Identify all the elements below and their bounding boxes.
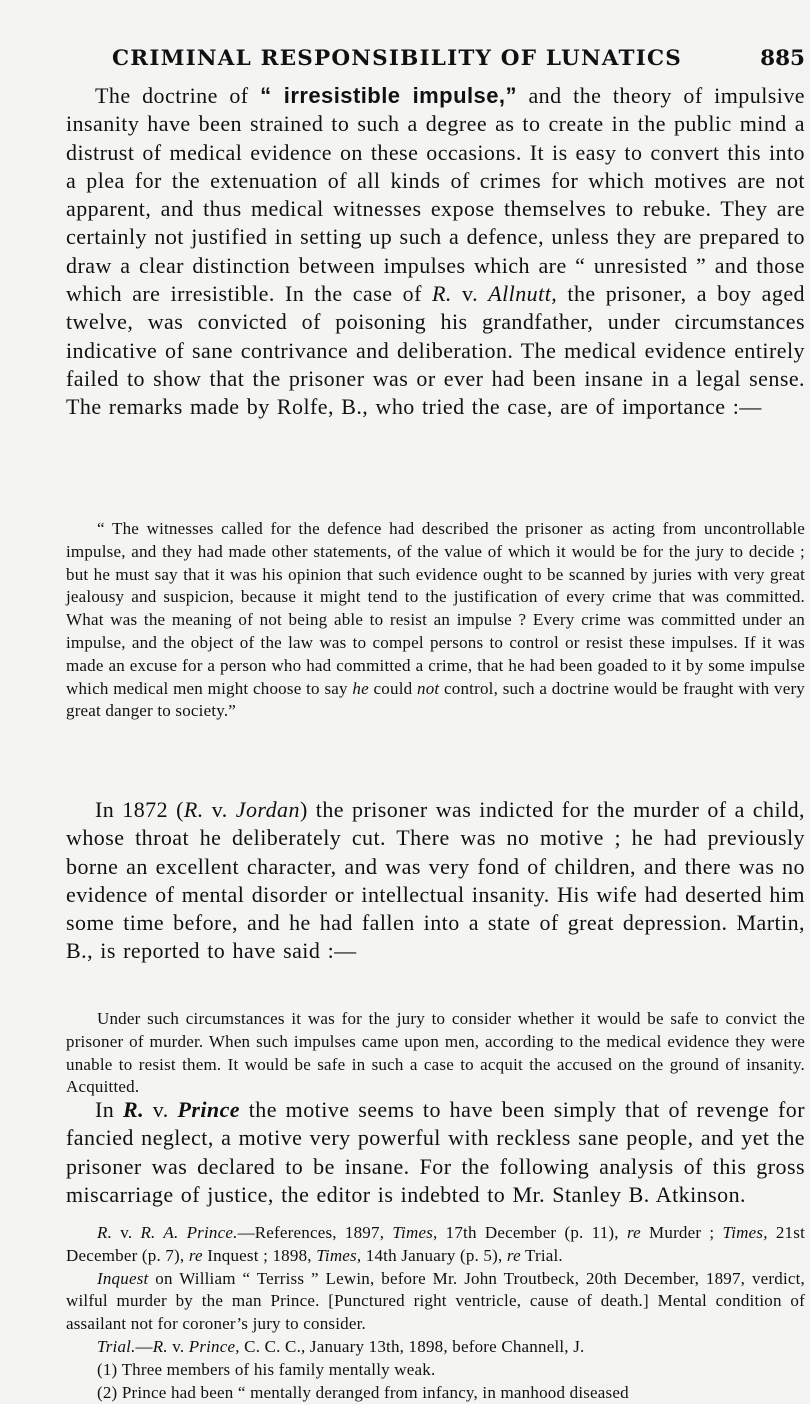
text-span: — bbox=[135, 1336, 153, 1356]
text-span: 14th January (p. 5), bbox=[361, 1245, 507, 1265]
case-name: Prince bbox=[177, 1097, 241, 1122]
text-span: Inquest ; 1898, bbox=[202, 1245, 317, 1265]
quote-rolfe bbox=[66, 518, 805, 723]
text-span: ) the prisoner was indicted for the murder of a child, whose throat he deliberately cut. There was no motive ; he had previously borne an excellent character, and was very fond of children, and there was no evidence of mental disorder or intellectual insanity. His wife had deserted him some time before, and he had fallen into a state of great depression. Martin, B., is reported to have said :— bbox=[66, 797, 805, 964]
italic-text: R. bbox=[152, 1336, 168, 1356]
italic-text: re bbox=[626, 1223, 641, 1242]
italic-text: Trial. bbox=[97, 1336, 136, 1356]
italic-text: Times, bbox=[316, 1245, 362, 1265]
italic-word: not bbox=[417, 678, 440, 698]
text-span: could bbox=[368, 678, 418, 698]
text-span: v. bbox=[451, 281, 489, 307]
text-span: v. bbox=[112, 1223, 141, 1242]
text-span: v. bbox=[144, 1097, 178, 1122]
italic-text: Inquest bbox=[97, 1268, 149, 1288]
references bbox=[66, 1222, 805, 1268]
text-span: 17th December (p. 11), bbox=[437, 1223, 627, 1242]
body-section-5 bbox=[66, 1096, 805, 1209]
body-section-4 bbox=[66, 1008, 805, 1099]
text-span: v. bbox=[167, 1336, 189, 1356]
text-span: Trial. bbox=[520, 1245, 563, 1265]
italic-text: R. A. Prince. bbox=[140, 1223, 238, 1242]
text-span: C. C. C., January 13th, 1898, before Channell, J. bbox=[239, 1336, 585, 1356]
page-header bbox=[112, 46, 810, 78]
case-name: Jordan bbox=[235, 797, 300, 822]
paragraph-jordan bbox=[66, 796, 805, 966]
text-span: control, such a doctrine would be fraught with very great danger to society.” bbox=[66, 678, 806, 721]
text-span: “ The witnesses called for the defence had described the prisoner as acting from uncontrollable impulse, and they had made other statements, of the value of which it would be for the jury to decide ; but he must say that it was his opinion that such evidence ought to be scanned by juries with very great jealousy and suspicion, because it might tend to the justification of every crime that was committed. What was the meaning of not being able to resist an impulse ? Every crime was committed under an impulse, and the object of the law was to compel persons to control or resist these impulses. If it was made an excuse for a person who had committed a crime, that he had been goaded to it by some impulse which medical men might choose to say bbox=[66, 519, 805, 698]
italic-text: R. bbox=[97, 1223, 113, 1242]
text-span: 21st December (p. 7), bbox=[66, 1223, 805, 1265]
text-span: on William “ Terriss ” Lewin, before Mr. John Troutbeck, 20th December, 1897, verdict, wilful murder by the man Prince. [Punctured right ventricle, cause of death.] Mental condition of assailant not for coroner’s jury to consider. bbox=[66, 1268, 805, 1334]
bold-phrase: “ irresistible impulse,” bbox=[260, 83, 517, 108]
text-span: The doctrine of bbox=[95, 83, 261, 108]
list-item: (1) Three members of his family mentally weak. bbox=[97, 1359, 436, 1379]
text-span: v. bbox=[203, 797, 236, 822]
case-name: Allnutt, bbox=[488, 281, 558, 307]
text-span: Under such circumstances it was for the jury to consider whether it would be safe to convict the prisoner of murder. When such impulses came upon men, according to the medical evidence they were unable to resist them. It would be safe in such a case to acquit the accused on the ground of insanity. Acquitted. bbox=[66, 1009, 805, 1097]
body-section-2 bbox=[66, 518, 805, 723]
text-span: In 1872 ( bbox=[95, 797, 184, 822]
body-section-1 bbox=[66, 82, 805, 422]
text-span: In bbox=[95, 1097, 123, 1122]
page-number: 885 bbox=[760, 46, 805, 71]
text-span: —References, 1897, bbox=[237, 1223, 393, 1242]
paragraph-irresistible-impulse bbox=[66, 82, 805, 422]
text-span: Murder ; bbox=[640, 1223, 723, 1242]
quote-martin bbox=[66, 1008, 805, 1099]
body-section-6 bbox=[66, 1222, 805, 1404]
text-span: and the theory of impulsive insanity have been strained to such a degree as to create in the public mind a distrust of medical evidence on these occasions. It is easy to convert this into a plea for the extenuation of all kinds of crimes for which motives are not apparent, and thus medical witnesses expose themselves to rebuke. They are certainly not justified in setting up such a defence, unless they are prepared to draw a clear distinction between impulses which are “ unresisted ” and those which are irresistible. In the case of bbox=[66, 83, 805, 307]
text-span: the motive seems to have been simply that of revenge for fancied neglect, a motive very powerful with reckless sane people, and yet the prisoner was declared to be insane. For the following analysis of this gross miscarriage of justice, the editor is indebted to Mr. Stanley B. Atkinson. bbox=[66, 1097, 805, 1207]
running-head: CRIMINAL RESPONSIBILITY OF LUNATICS bbox=[112, 46, 682, 71]
body-section-3 bbox=[66, 796, 805, 966]
inquest-note bbox=[66, 1268, 805, 1336]
italic-text: Prince, bbox=[188, 1336, 240, 1356]
trial-note bbox=[66, 1336, 805, 1359]
case-party: R. bbox=[183, 797, 204, 822]
italic-text: Times, bbox=[722, 1223, 768, 1242]
italic-word: he bbox=[352, 678, 369, 698]
text-span: the prisoner, a boy aged twelve, was convicted of poisoning his grandfather, under circumstances indicative of sane contrivance and deliberation. The medical evidence entirely failed to show that the prisoner was or ever had been insane in a legal sense. The remarks made by Rolfe, B., who tried the case, are of importance :— bbox=[66, 281, 805, 420]
italic-text: Times, bbox=[392, 1223, 438, 1242]
list-item: (2) Prince had been “ mentally deranged from infancy, in manhood diseased bbox=[97, 1382, 629, 1402]
case-party: R. bbox=[122, 1097, 145, 1122]
italic-text: re bbox=[188, 1245, 203, 1265]
paragraph-prince bbox=[66, 1096, 805, 1209]
case-party: R. bbox=[432, 281, 452, 307]
italic-text: re bbox=[506, 1245, 521, 1265]
